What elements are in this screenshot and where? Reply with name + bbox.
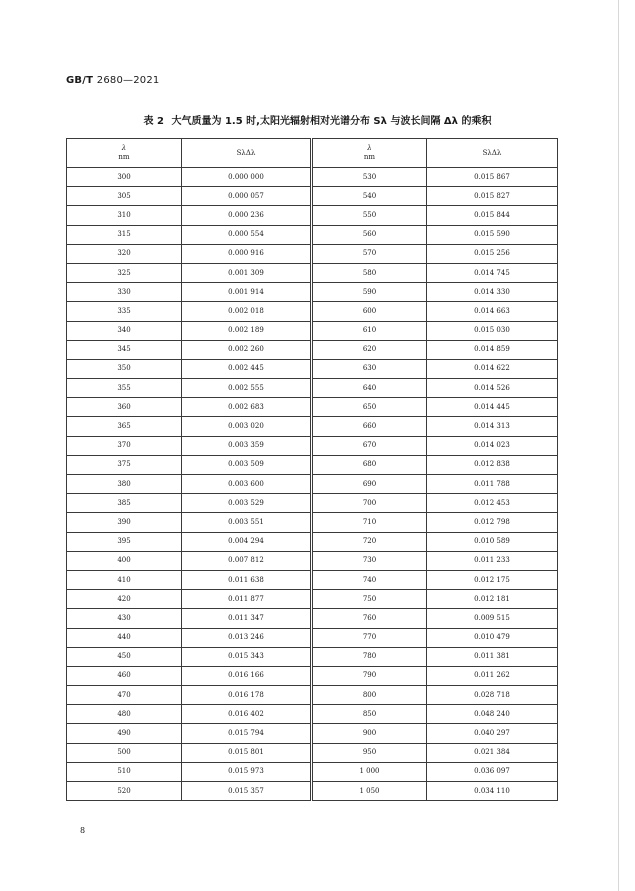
cell-wavelength-right: 550 [312,206,427,225]
cell-wavelength-right: 670 [312,436,427,455]
cell-product-left: 0.000 057 [182,187,312,206]
cell-wavelength-left: 370 [67,436,182,455]
table-row [67,494,558,513]
header-product-right [427,139,558,168]
cell-wavelength-left: 300 [67,168,182,187]
cell-product-left: 0.003 600 [182,475,312,494]
cell-wavelength-left: 315 [67,225,182,244]
header-symbol: λ [367,144,372,152]
header-symbol: SλΔλ [236,148,256,157]
cell-product-left: 0.001 914 [182,283,312,302]
cell-product-left: 0.002 683 [182,398,312,417]
cell-wavelength-left: 385 [67,494,182,513]
cell-wavelength-left: 355 [67,379,182,398]
cell-wavelength-right: 610 [312,321,427,340]
cell-wavelength-left: 450 [67,647,182,666]
table-row [67,513,558,532]
table-row [67,724,558,743]
table-caption: 大气质量为 1.5 时,太阳光辐射相对光谱分布 Sλ 与波长间隔 Δλ 的乘积 [171,116,492,127]
table-row [67,436,558,455]
table-row [67,475,558,494]
cell-product-left: 0.016 166 [182,666,312,685]
table-row [67,206,558,225]
standard-code-header [66,75,160,86]
cell-wavelength-right: 1 000 [312,762,427,781]
cell-product-right: 0.015 827 [427,187,558,206]
table-row [67,340,558,359]
cell-product-right: 0.015 030 [427,321,558,340]
cell-wavelength-left: 460 [67,666,182,685]
table-row [67,359,558,378]
cell-wavelength-right: 560 [312,225,427,244]
cell-wavelength-right: 740 [312,570,427,589]
cell-wavelength-right: 640 [312,379,427,398]
cell-product-left: 0.002 189 [182,321,312,340]
cell-product-left: 0.002 018 [182,302,312,321]
table-row [67,782,558,801]
table-label: 表 2 [143,116,164,127]
page-number: 8 [80,826,86,835]
cell-product-left: 0.016 178 [182,686,312,705]
cell-wavelength-right: 790 [312,666,427,685]
cell-wavelength-right: 750 [312,590,427,609]
table-row [67,628,558,647]
cell-wavelength-left: 335 [67,302,182,321]
cell-product-right: 0.012 175 [427,570,558,589]
cell-product-right: 0.014 663 [427,302,558,321]
cell-product-right: 0.015 256 [427,244,558,263]
cell-wavelength-left: 375 [67,455,182,474]
header-symbol: SλΔλ [482,148,502,157]
table-row [67,321,558,340]
cell-wavelength-right: 690 [312,475,427,494]
cell-wavelength-left: 305 [67,187,182,206]
cell-product-left: 0.013 246 [182,628,312,647]
cell-wavelength-left: 360 [67,398,182,417]
cell-wavelength-right: 650 [312,398,427,417]
table-row [67,283,558,302]
cell-product-left: 0.003 359 [182,436,312,455]
cell-product-right: 0.010 479 [427,628,558,647]
table-row [67,570,558,589]
cell-product-right: 0.012 453 [427,494,558,513]
cell-product-left: 0.002 555 [182,379,312,398]
cell-product-right: 0.034 110 [427,782,558,801]
cell-product-right: 0.011 788 [427,475,558,494]
cell-wavelength-right: 1 050 [312,782,427,801]
cell-product-right: 0.010 589 [427,532,558,551]
cell-wavelength-right: 950 [312,743,427,762]
cell-product-left: 0.007 812 [182,551,312,570]
cell-wavelength-right: 730 [312,551,427,570]
cell-product-right: 0.040 297 [427,724,558,743]
cell-product-left: 0.011 638 [182,570,312,589]
cell-wavelength-right: 900 [312,724,427,743]
cell-product-right: 0.014 023 [427,436,558,455]
cell-wavelength-left: 440 [67,628,182,647]
cell-wavelength-left: 395 [67,532,182,551]
header-unit: nm [118,153,130,161]
cell-product-right: 0.014 859 [427,340,558,359]
table-row [67,590,558,609]
cell-wavelength-left: 470 [67,686,182,705]
cell-wavelength-right: 620 [312,340,427,359]
table-row [67,225,558,244]
cell-wavelength-left: 520 [67,782,182,801]
cell-product-right: 0.014 622 [427,359,558,378]
header-unit: nm [363,153,376,161]
table-row [67,302,558,321]
cell-wavelength-left: 390 [67,513,182,532]
table-row [67,379,558,398]
table-row [67,647,558,666]
cell-product-right: 0.036 097 [427,762,558,781]
cell-product-right: 0.011 233 [427,551,558,570]
cell-wavelength-left: 380 [67,475,182,494]
table-row [67,743,558,762]
cell-product-left: 0.015 973 [182,762,312,781]
cell-product-left: 0.003 020 [182,417,312,436]
table-row [67,455,558,474]
cell-product-left: 0.015 794 [182,724,312,743]
cell-wavelength-left: 400 [67,551,182,570]
cell-product-right: 0.012 798 [427,513,558,532]
cell-product-right: 0.014 526 [427,379,558,398]
cell-wavelength-right: 720 [312,532,427,551]
page-edge-line [618,0,619,891]
cell-wavelength-left: 365 [67,417,182,436]
header-wavelength-left [67,139,182,168]
cell-product-right: 0.015 844 [427,206,558,225]
table-row [67,417,558,436]
table-title [0,112,635,127]
cell-wavelength-right: 630 [312,359,427,378]
table-row [67,609,558,628]
cell-product-left: 0.003 551 [182,513,312,532]
cell-product-right: 0.014 445 [427,398,558,417]
cell-product-right: 0.011 381 [427,647,558,666]
cell-wavelength-right: 530 [312,168,427,187]
cell-wavelength-right: 580 [312,263,427,282]
cell-product-left: 0.015 801 [182,743,312,762]
spectral-distribution-table [66,138,558,801]
cell-wavelength-right: 700 [312,494,427,513]
cell-product-left: 0.000 000 [182,168,312,187]
cell-wavelength-right: 760 [312,609,427,628]
cell-product-left: 0.011 347 [182,609,312,628]
cell-wavelength-left: 420 [67,590,182,609]
cell-wavelength-left: 320 [67,244,182,263]
table-row [67,263,558,282]
cell-wavelength-left: 340 [67,321,182,340]
table-row [67,666,558,685]
cell-wavelength-left: 325 [67,263,182,282]
spectral-table-container [66,138,557,801]
cell-wavelength-right: 590 [312,283,427,302]
cell-product-right: 0.012 181 [427,590,558,609]
cell-product-right: 0.015 867 [427,168,558,187]
standard-number: 2680—2021 [96,75,160,86]
cell-product-left: 0.015 343 [182,647,312,666]
cell-product-right: 0.021 384 [427,743,558,762]
cell-wavelength-right: 850 [312,705,427,724]
cell-product-left: 0.011 877 [182,590,312,609]
cell-wavelength-left: 480 [67,705,182,724]
table-row [67,398,558,417]
table-row [67,551,558,570]
cell-wavelength-left: 350 [67,359,182,378]
cell-product-right: 0.014 745 [427,263,558,282]
table-body [67,168,558,801]
cell-product-right: 0.028 718 [427,686,558,705]
cell-wavelength-right: 570 [312,244,427,263]
standard-prefix: GB/T [66,75,94,86]
cell-product-right: 0.014 313 [427,417,558,436]
cell-product-right: 0.014 330 [427,283,558,302]
table-row [67,168,558,187]
cell-wavelength-left: 330 [67,283,182,302]
table-header-row [67,139,558,168]
cell-wavelength-left: 345 [67,340,182,359]
cell-wavelength-left: 410 [67,570,182,589]
table-row [67,686,558,705]
cell-wavelength-right: 660 [312,417,427,436]
cell-wavelength-right: 710 [312,513,427,532]
cell-product-right: 0.048 240 [427,705,558,724]
cell-product-left: 0.000 916 [182,244,312,263]
cell-product-left: 0.004 294 [182,532,312,551]
cell-product-right: 0.009 515 [427,609,558,628]
cell-wavelength-right: 600 [312,302,427,321]
table-row [67,532,558,551]
cell-product-right: 0.015 590 [427,225,558,244]
cell-wavelength-right: 540 [312,187,427,206]
cell-product-left: 0.015 357 [182,782,312,801]
cell-product-left: 0.002 445 [182,359,312,378]
cell-product-left: 0.003 509 [182,455,312,474]
cell-product-left: 0.003 529 [182,494,312,513]
table-row [67,705,558,724]
cell-wavelength-left: 430 [67,609,182,628]
cell-wavelength-right: 770 [312,628,427,647]
cell-product-left: 0.000 554 [182,225,312,244]
header-wavelength-right [312,139,427,168]
table-row [67,762,558,781]
table-row [67,244,558,263]
cell-product-right: 0.011 262 [427,666,558,685]
cell-wavelength-right: 800 [312,686,427,705]
cell-wavelength-left: 310 [67,206,182,225]
cell-wavelength-right: 680 [312,455,427,474]
cell-product-left: 0.016 402 [182,705,312,724]
cell-wavelength-left: 490 [67,724,182,743]
cell-wavelength-left: 510 [67,762,182,781]
cell-product-left: 0.001 309 [182,263,312,282]
cell-product-right: 0.012 838 [427,455,558,474]
header-product-left [182,139,312,168]
cell-wavelength-left: 500 [67,743,182,762]
cell-product-left: 0.000 236 [182,206,312,225]
cell-wavelength-right: 780 [312,647,427,666]
header-symbol: λ [121,144,127,152]
table-row [67,187,558,206]
cell-product-left: 0.002 260 [182,340,312,359]
